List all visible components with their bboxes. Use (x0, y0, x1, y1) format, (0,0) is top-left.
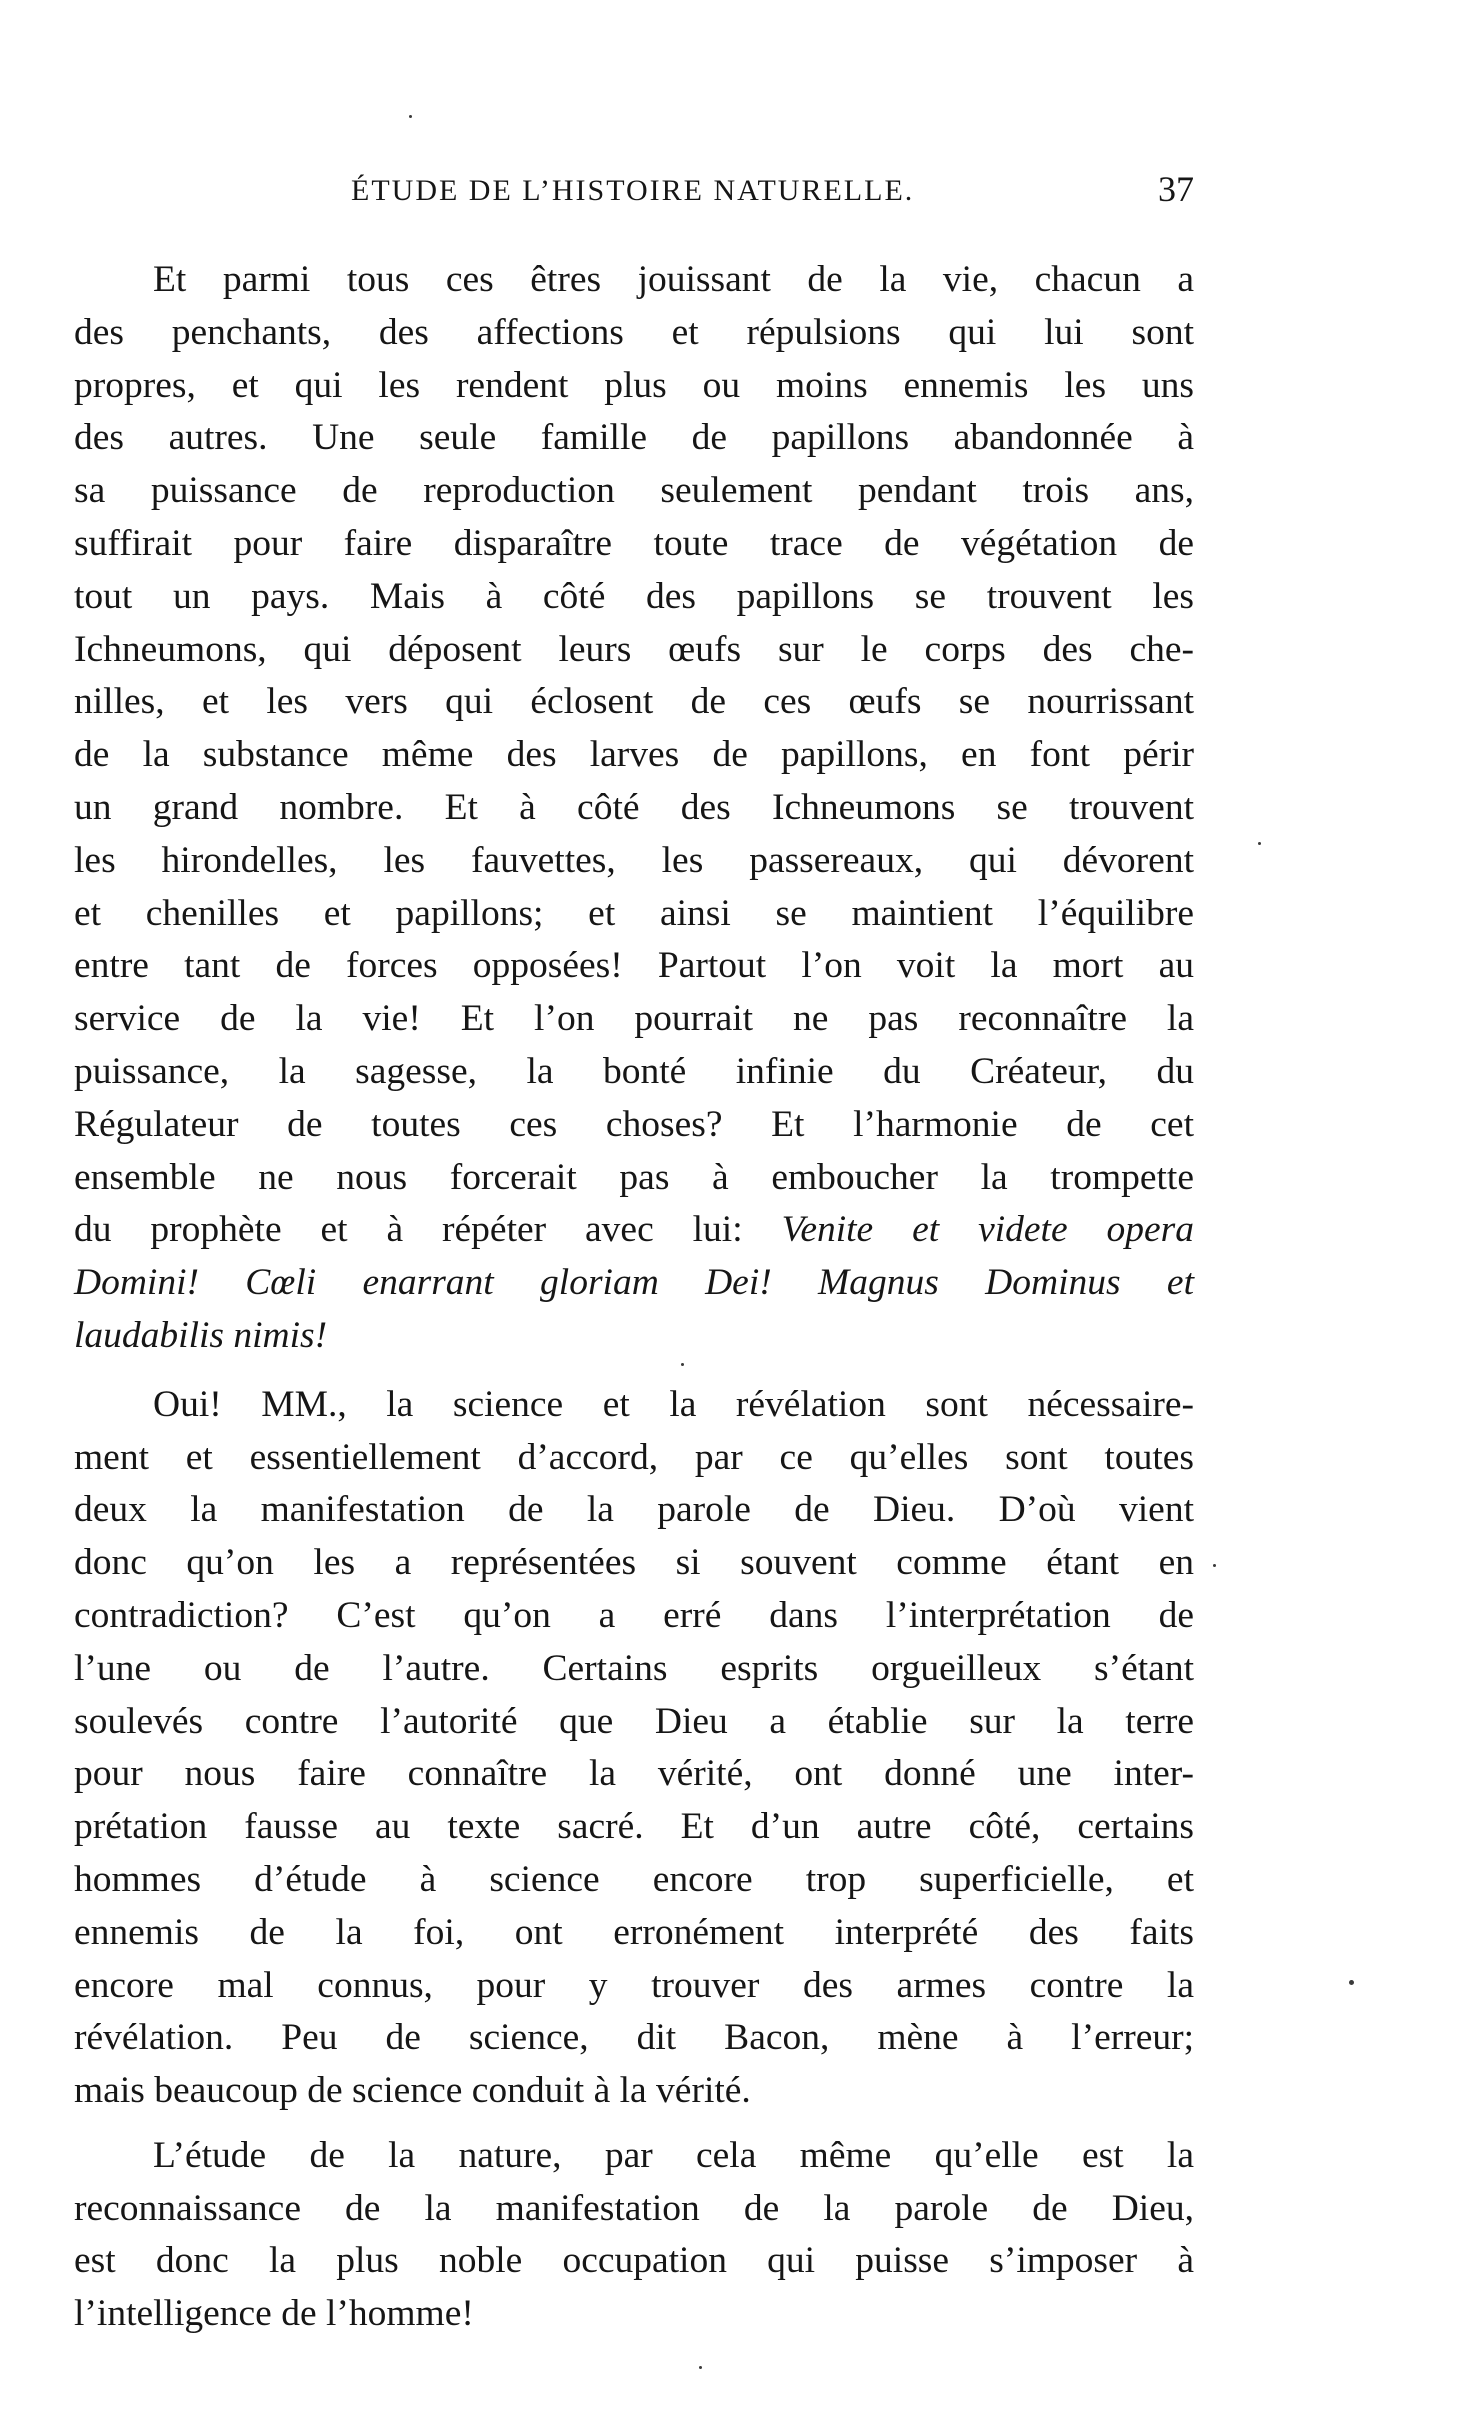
text-line: de la substance même des larves de papillons, en font périr (74, 734, 1194, 776)
print-speck (1349, 1980, 1354, 1985)
text-line: les hirondelles, les fauvettes, les passereaux, qui dévorent (74, 839, 1194, 881)
body-text (74, 254, 1194, 2341)
paragraph-gap (74, 1363, 1194, 1379)
paragraph-gap (74, 2118, 1194, 2130)
text-line: des autres. Une seule famille de papillons abandonnée à (74, 417, 1194, 459)
text-line: et chenilles et papillons; et ainsi se maintient l’équilibre (74, 892, 1194, 934)
text-line-latin (74, 1257, 1194, 1310)
text-line: puissance, la sagesse, la bonté infinie du Créateur, du (74, 1050, 1194, 1092)
latin-quote: Domini! Cœli enarrant gloriam Dei! Magnus Dominus et (74, 1262, 1194, 1304)
text-line-latin (74, 1204, 1194, 1257)
text-line: tout un pays. Mais à côté des papillons se trouvent les (74, 575, 1194, 617)
print-speck (681, 1363, 684, 1366)
latin-quote: Venite et videte opera (781, 1209, 1194, 1251)
text-line: reconnaissance de la manifestation de la parole de Dieu, (74, 2187, 1194, 2229)
text-line: un grand nombre. Et à côté des Ichneumons se trouvent (74, 786, 1194, 828)
text-line: contradiction? C’est qu’on a erré dans l’interprétation de (74, 1594, 1194, 1636)
latin-quote: laudabilis nimis! (74, 1314, 328, 1356)
text-line: soulevés contre l’autorité que Dieu a établie sur la terre (74, 1700, 1194, 1742)
text-line: Régulateur de toutes ces choses? Et l’harmonie de cet (74, 1103, 1194, 1145)
text-segment: du prophète et à répéter avec lui: (74, 1209, 782, 1251)
text-line: l’une ou de l’autre. Certains esprits orgueilleux s’étant (74, 1647, 1194, 1689)
print-speck (699, 2366, 702, 2369)
text-line: ennemis de la foi, ont erronément interprété des faits (74, 1911, 1194, 1953)
text-line: entre tant de forces opposées! Partout l’on voit la mort au (74, 945, 1194, 987)
text-line: suffirait pour faire disparaître toute trace de végétation de (74, 522, 1194, 564)
print-speck (1213, 1564, 1216, 1567)
text-line: encore mal connus, pour y trouver des armes contre la (74, 1964, 1194, 2006)
text-line: Et parmi tous ces êtres jouissant de la vie, chacun a (153, 259, 1194, 300)
text-line: des penchants, des affections et répulsions qui lui sont (74, 311, 1194, 353)
text-line: hommes d’étude à science encore trop superficielle, et (74, 1858, 1194, 1900)
text-line: donc qu’on les a représentées si souvent comme étant en (74, 1542, 1194, 1584)
text-line: révélation. Peu de science, dit Bacon, mène à l’erreur; (74, 2017, 1194, 2059)
text-line: propres, et qui les rendent plus ou moins ennemis les uns (74, 364, 1194, 406)
text-line: service de la vie! Et l’on pourrait ne pas reconnaître la (74, 998, 1194, 1040)
running-head (74, 168, 1194, 220)
text-line-latin (74, 1310, 1194, 1363)
text-line: ensemble ne nous forcerait pas à emboucher la trompette (74, 1156, 1194, 1198)
print-speck (1258, 842, 1261, 845)
page-number: 37 (1158, 169, 1194, 209)
text-line: sa puissance de reproduction seulement pendant trois ans, (74, 470, 1194, 512)
running-title: ÉTUDE DE L’HISTOIRE NATURELLE. (351, 174, 915, 207)
text-line: L’étude de la nature, par cela même qu’elle est la (153, 2134, 1194, 2176)
text-line: ment et essentiellement d’accord, par ce qu’elles sont toutes (74, 1436, 1194, 1478)
text-line: Oui! MM., la science et la révélation sont nécessaire- (153, 1383, 1194, 1425)
text-line: l’intelligence de l’homme! (74, 2293, 474, 2335)
text-line: mais beaucoup de science conduit à la vérité. (74, 2070, 751, 2112)
text-line: nilles, et les vers qui éclosent de ces œufs se nourrissant (74, 681, 1194, 723)
text-line: Ichneumons, qui déposent leurs œufs sur le corps des che- (74, 628, 1194, 670)
text-line: pour nous faire connaître la vérité, ont donné une inter- (74, 1753, 1194, 1795)
text-line: est donc la plus noble occupation qui puisse s’imposer à (74, 2240, 1194, 2282)
text-line: prétation fausse au texte sacré. Et d’un autre côté, certains (74, 1806, 1194, 1848)
print-speck (409, 115, 412, 118)
text-line: deux la manifestation de la parole de Dieu. D’où vient (74, 1489, 1194, 1531)
